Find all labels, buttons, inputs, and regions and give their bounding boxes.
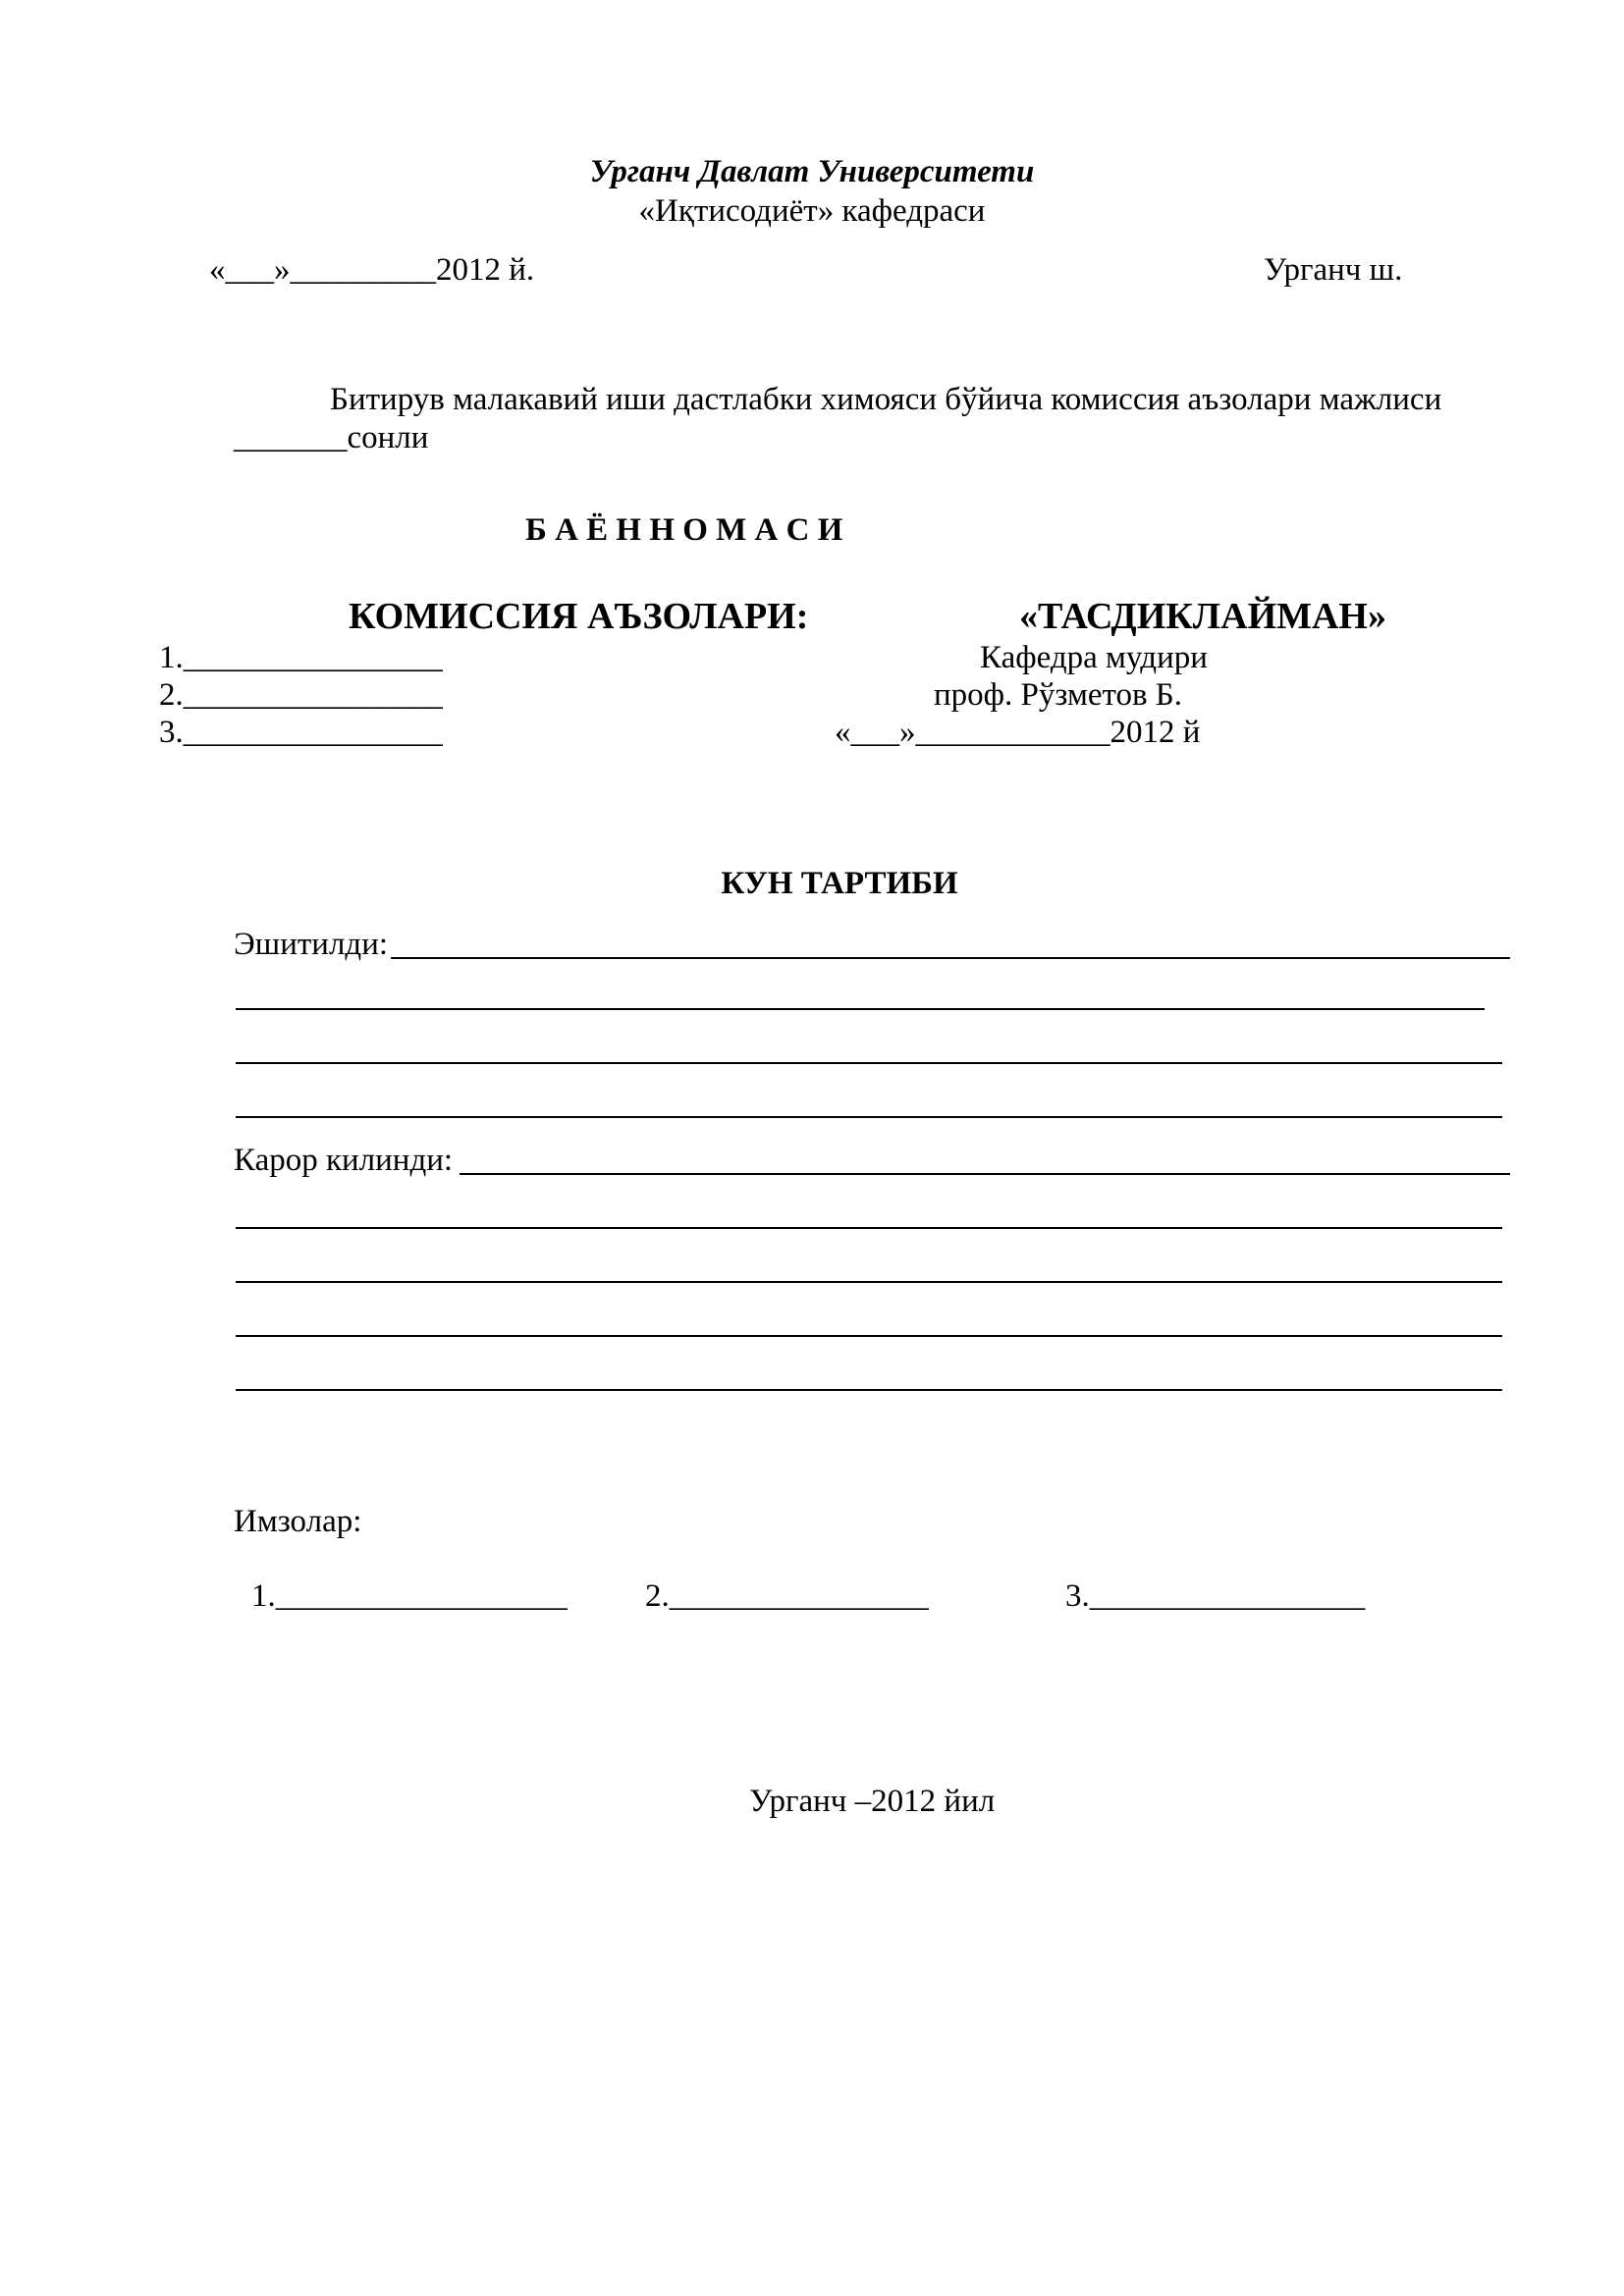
commission-member-2: 2.________________ [159, 677, 443, 713]
signature-slot-1: 1.__________________ [251, 1578, 568, 1614]
university-name: Урганч Давлат Университети [589, 154, 1035, 189]
footer-place-year: Урганч –2012 йил [749, 1784, 996, 1819]
decided-label: Карор килинди: [234, 1143, 454, 1178]
decided-rule-5 [236, 1389, 1502, 1391]
city-label: Урганч ш. [1264, 252, 1403, 288]
decided-rule-3 [236, 1281, 1502, 1283]
decided-rule-2 [236, 1227, 1502, 1229]
commission-member-3: 3.________________ [159, 715, 443, 750]
heard-label: Эшитилди: [234, 927, 389, 962]
department-name: «Иқтисодиёт» кафедраси [638, 193, 986, 229]
heard-rule-2 [236, 1008, 1485, 1010]
heard-rule-1 [391, 957, 1510, 959]
meeting-description: Битирув малакавий иши дастлабки химояси бўйича комиссия аъзолари мажлиси [330, 382, 1442, 417]
heard-rule-3 [236, 1062, 1502, 1064]
date-line: «___»_________2012 й. [209, 252, 535, 288]
commission-heading: КОМИССИЯ АЪЗОЛАРИ: [349, 596, 809, 637]
approval-position: Кафедра мудири [980, 640, 1208, 675]
approval-name: проф. Рўзметов Б. [934, 677, 1183, 713]
approval-heading: «ТАСДИКЛАЙМАН» [1019, 596, 1386, 637]
signature-slot-3: 3._________________ [1065, 1578, 1366, 1614]
document-title: Б А Ё Н Н О М А С И [525, 512, 843, 548]
signature-slot-2: 2.________________ [645, 1578, 929, 1614]
signatures-label: Имзолар: [234, 1504, 362, 1539]
meeting-number-line: _______сонли [234, 420, 429, 455]
agenda-title: КУН ТАРТИБИ [721, 866, 958, 901]
heard-rule-4 [236, 1116, 1502, 1118]
commission-member-1: 1.________________ [159, 640, 443, 675]
decided-rule-1 [460, 1173, 1510, 1175]
approval-date-line: «___»____________2012 й [835, 715, 1201, 750]
decided-rule-4 [236, 1335, 1502, 1337]
